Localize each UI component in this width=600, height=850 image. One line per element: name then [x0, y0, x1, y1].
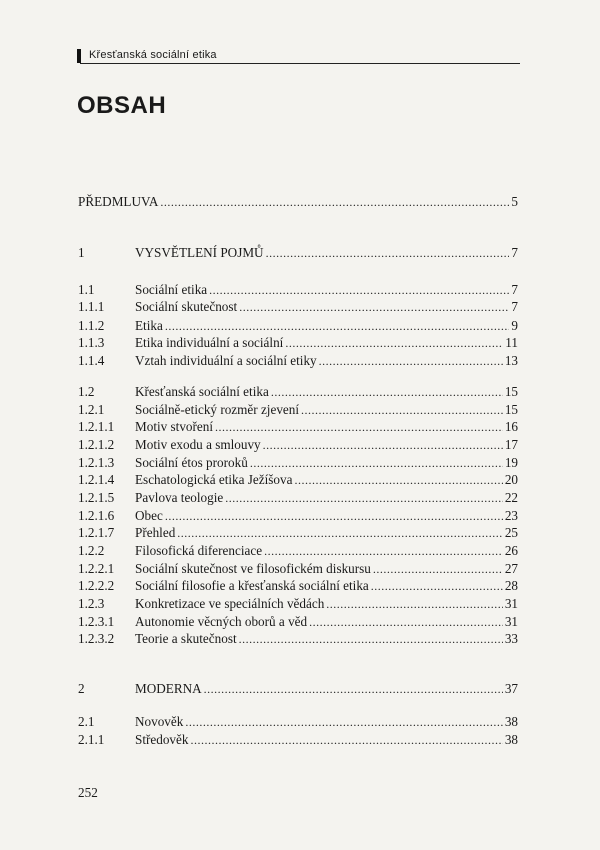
toc-number: 1 [78, 245, 85, 260]
toc-leader [165, 317, 510, 335]
toc-leader [301, 401, 503, 419]
toc-leader [373, 560, 503, 578]
toc-entry [78, 471, 518, 488]
toc-label: Pavlova teologie [135, 490, 224, 505]
toc-number: 1.2.1.2 [78, 437, 115, 452]
toc-entry [78, 317, 518, 334]
toc-page: 20 [504, 472, 518, 487]
toc-number: 1.2.3.2 [78, 631, 115, 646]
toc-leader [271, 383, 503, 401]
page-title: OBSAH [77, 92, 167, 119]
toc-leader [177, 524, 503, 542]
toc-page: 38 [504, 714, 518, 729]
toc-label: Přehled [135, 525, 176, 540]
toc-label: Křesťanská sociální etika [135, 384, 269, 399]
toc-leader [165, 507, 503, 525]
toc-page: 16 [504, 419, 518, 434]
toc-entry [78, 436, 518, 453]
toc-number: 1.2 [78, 384, 95, 399]
toc-number: 1.1 [78, 282, 95, 297]
toc-page: 26 [504, 543, 518, 558]
toc-page: 11 [505, 335, 518, 350]
toc-page: 9 [511, 318, 518, 333]
toc-entry [78, 489, 518, 506]
toc-page: 33 [504, 631, 518, 646]
toc-entry [78, 352, 518, 369]
toc-page: 15 [504, 402, 518, 417]
toc-page: 19 [504, 455, 518, 470]
toc-number: 1.2.2.1 [78, 561, 115, 576]
toc-leader [326, 595, 503, 613]
toc-label: Motiv stvoření [135, 419, 214, 434]
toc-label: Sociálně-etický rozměr zjevení [135, 402, 300, 417]
toc-entry [78, 713, 518, 730]
toc-leader [160, 193, 509, 211]
toc-entry [78, 731, 518, 748]
toc-page: 27 [504, 561, 518, 576]
toc-label: Obec [135, 508, 163, 523]
toc-leader [239, 630, 503, 648]
toc-entry [78, 613, 518, 630]
toc-label: Autonomie věcných oborů a věd [135, 614, 308, 629]
toc-page: 13 [504, 353, 518, 368]
running-head [80, 48, 520, 64]
toc-label: Teorie a skutečnost [135, 631, 237, 646]
toc-leader [264, 542, 503, 560]
toc-number: 2.1.1 [78, 732, 105, 747]
toc-entry [78, 524, 518, 541]
toc-number: 1.2.3 [78, 596, 105, 611]
toc-entry [78, 630, 518, 647]
toc-entry [78, 298, 518, 315]
toc-entry [78, 507, 518, 524]
toc-entry [78, 595, 518, 612]
toc-entry [78, 334, 518, 351]
toc-leader [190, 731, 502, 749]
toc-page: 17 [504, 437, 518, 452]
toc-page: 31 [504, 614, 518, 629]
toc-leader [215, 418, 503, 436]
toc-page: 5 [511, 194, 518, 209]
toc-page: 7 [511, 245, 518, 260]
toc-leader [319, 352, 503, 370]
toc-number: 2 [78, 681, 85, 696]
toc-page: 28 [504, 578, 518, 593]
page-number: 252 [78, 785, 98, 800]
toc-number: 1.2.1.4 [78, 472, 115, 487]
toc-leader [266, 244, 510, 262]
toc-entry [78, 577, 518, 594]
toc-label: Sociální skutečnost [135, 299, 238, 314]
toc-number: 1.1.1 [78, 299, 105, 314]
toc-label: Filosofická diferenciace [135, 543, 263, 558]
toc-number: 1.2.1.3 [78, 455, 115, 470]
toc-leader [225, 489, 503, 507]
toc-page: 31 [504, 596, 518, 611]
running-head-text: Křesťanská sociální etika [89, 49, 217, 61]
toc-label: Eschatologická etika Ježíšova [135, 472, 293, 487]
toc-label: Vztah individuální a sociální etiky [135, 353, 317, 368]
toc-leader [250, 454, 503, 472]
toc-leader [309, 613, 503, 631]
toc-label: Středověk [135, 732, 189, 747]
toc-leader [294, 471, 502, 489]
toc-page: 37 [504, 681, 518, 696]
toc-label: Etika individuální a sociální [135, 335, 284, 350]
toc-entry [78, 542, 518, 559]
toc-label: Sociální etika [135, 282, 208, 297]
toc-leader [204, 680, 503, 698]
toc-page: 22 [504, 490, 518, 505]
toc-page: 23 [504, 508, 518, 523]
toc-preface [78, 193, 518, 210]
toc-entry [78, 680, 518, 697]
toc-label: Sociální étos proroků [135, 455, 248, 470]
toc-page: 38 [504, 732, 518, 747]
toc-leader [185, 713, 502, 731]
running-head-bar [77, 49, 81, 63]
toc-entry [78, 418, 518, 435]
toc-number: 1.2.1.6 [78, 508, 115, 523]
toc-number: 1.2.2.2 [78, 578, 115, 593]
toc-number: 1.2.1.5 [78, 490, 115, 505]
toc-label: PŘEDMLUVA [78, 194, 159, 209]
toc-number: 1.1.2 [78, 318, 105, 333]
toc-page: 7 [511, 299, 518, 314]
toc-number: 1.1.3 [78, 335, 105, 350]
toc-label: MODERNA [135, 681, 202, 696]
toc-entry [78, 560, 518, 577]
toc-page: 25 [504, 525, 518, 540]
toc-leader [285, 334, 503, 352]
toc-entry [78, 281, 518, 298]
toc-leader [263, 436, 503, 454]
toc-page: 7 [511, 282, 518, 297]
toc-number: 1.2.1.1 [78, 419, 115, 434]
toc-number: 1.2.3.1 [78, 614, 115, 629]
toc-number: 1.2.2 [78, 543, 105, 558]
toc-label: Sociální filosofie a křesťanská sociální etika [135, 578, 369, 593]
toc-number: 2.1 [78, 714, 95, 729]
toc-number: 1.2.1 [78, 402, 105, 417]
toc-label: VYSVĚTLENÍ POJMŮ [135, 245, 264, 260]
toc-leader [371, 577, 503, 595]
toc-entry [78, 401, 518, 418]
toc-number: 1.2.1.7 [78, 525, 115, 540]
toc-label: Motiv exodu a smlouvy [135, 437, 261, 452]
toc-entry [78, 383, 518, 400]
toc-entry [78, 244, 518, 261]
toc-label: Sociální skutečnost ve filosofickém diskursu [135, 561, 371, 576]
toc-label: Etika [135, 318, 163, 333]
toc-label: Novověk [135, 714, 184, 729]
toc-leader [239, 298, 509, 316]
toc-entry [78, 454, 518, 471]
toc-page: 15 [504, 384, 518, 399]
toc-leader [209, 281, 509, 299]
toc-number: 1.1.4 [78, 353, 105, 368]
toc-label: Konkretizace ve speciálních vědách [135, 596, 325, 611]
